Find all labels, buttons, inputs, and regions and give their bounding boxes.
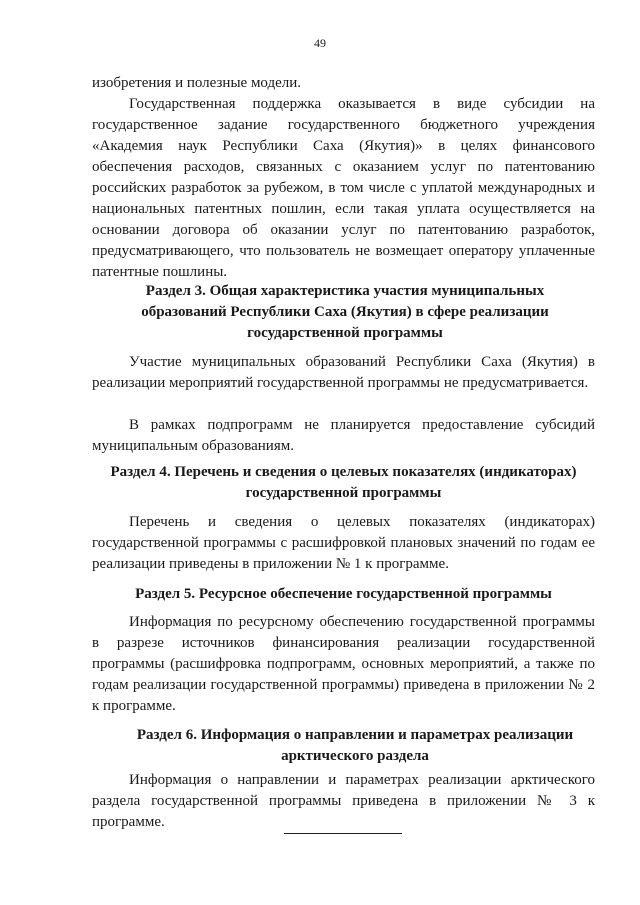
paragraph-resources: [92, 612, 595, 717]
paragraph-arctic: [92, 770, 595, 833]
heading-text: Раздел 4. Перечень и сведения о целевых показателях (индикаторах) государственной программы: [110, 464, 577, 501]
heading-text: Раздел 5. Ресурсное обеспечение государственной программы: [135, 586, 552, 602]
paragraph-text: Информация по ресурсному обеспечению государственной программы в разрезе источников финансирования реализации государственной программы (расшифровка подпрограмм, основных мероприятий, а также по годам реализации государственной программы) приведена в приложении № 2 к программе.: [92, 614, 595, 714]
section-4-heading: [100, 462, 587, 504]
section-3-heading: [130, 281, 560, 344]
paragraph-text: Участие муниципальных образований Республики Саха (Якутия) в реализации мероприятий государственной программы не предусматривается.: [92, 354, 595, 391]
paragraph-text: В рамках подпрограмм не планируется предоставление субсидий муниципальным образованиям.: [92, 417, 595, 454]
paragraph-subsidies: [92, 415, 595, 457]
section-5-heading: [92, 584, 595, 605]
closing-rule: [284, 833, 402, 834]
paragraph-text: Перечень и сведения о целевых показателях (индикаторах) государственной программы с расшифровкой плановых значений по годам ее реализации приведены в приложении № 1 к программе.: [92, 514, 595, 572]
heading-text: Раздел 3. Общая характеристика участия муниципальных образований Республики Саха (Якутия) в сфере реализации государственной программы: [141, 283, 549, 341]
paragraph-continuation: [92, 73, 595, 94]
heading-text: Раздел 6. Информация о направлении и параметрах реализации арктического раздела: [136, 727, 574, 764]
paragraph-state-support: [92, 94, 595, 283]
section-6-heading: [130, 725, 580, 767]
page-number: 49: [314, 36, 326, 50]
paragraph-text: Государственная поддержка оказывается в виде субсидии на государственное задание государственного бюджетного учреждения «Академия наук Республики Саха (Якутия)» в целях финансового обеспечения расходов, связанных с оказанием услуг по патентованию российских разработок за рубежом, в том числе с уплатой международных и национальных патентных пошлин, если такая уплата осуществляется на основании договора об оказании услуг по патентованию разработок, предусматривающего, что пользователь не возмещает оператору уплаченные патентные пошлины.: [92, 96, 595, 280]
paragraph-municipal-participation: [92, 352, 595, 394]
paragraph-indicators: [92, 512, 595, 575]
paragraph-text: изобретения и полезные модели.: [92, 75, 302, 91]
paragraph-text: Информация о направлении и параметрах реализации арктического раздела государственной программы приведена в приложении № 3 к программе.: [92, 772, 595, 830]
